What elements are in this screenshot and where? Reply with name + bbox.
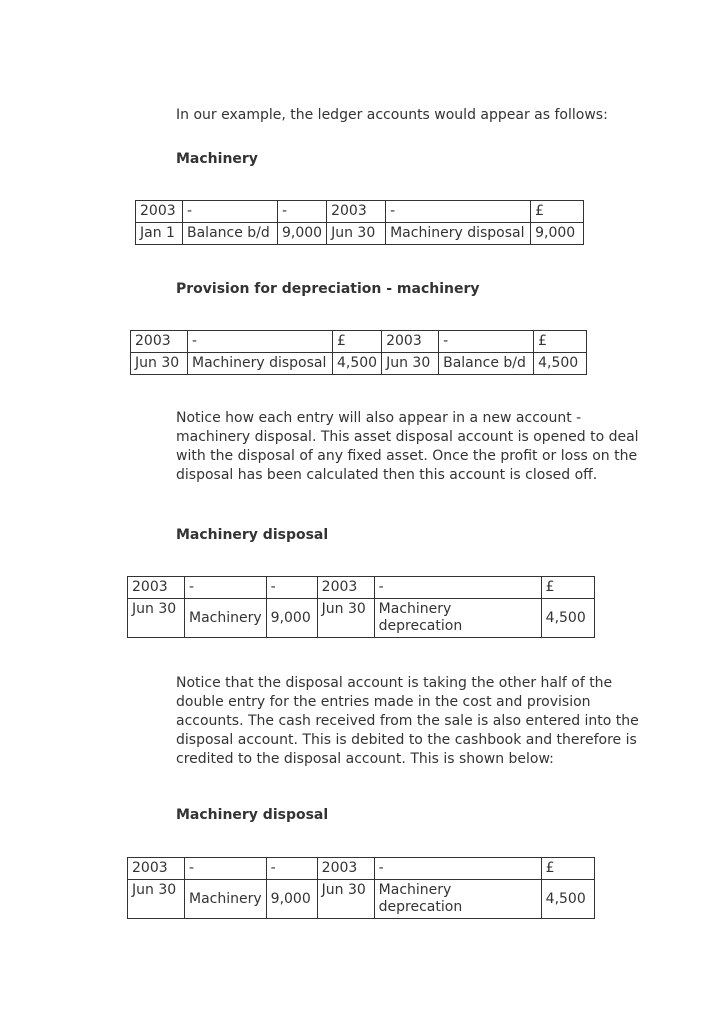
table-cell: 2003 xyxy=(317,858,374,880)
intro-text: In our example, the ledger accounts would appear as follows: xyxy=(176,107,608,123)
disposal-heading: Machinery disposal xyxy=(176,527,329,543)
table-cell: £ xyxy=(534,331,587,353)
table-row xyxy=(128,880,595,919)
table-cell: 2003 xyxy=(131,331,188,353)
table-cell: - xyxy=(374,577,541,599)
note-text-2: Notice that the disposal account is taking the other half of the double entry for the entries made in the cost and provision accounts. The cash received from the sale is also entered into the disposal account. This is debited to the cashbook and therefore is credited to the disposal account. This is shown below: xyxy=(176,675,639,767)
disposal-heading-2: Machinery disposal xyxy=(176,807,329,823)
table-cell: 4,500 xyxy=(541,880,594,919)
table-cell: Machinery disposal xyxy=(386,223,531,245)
table-cell: - xyxy=(188,331,333,353)
table-cell: Machinery xyxy=(185,880,267,919)
note-text-1: Notice how each entry will also appear in a new account - machinery disposal. This asset disposal account is opened to deal with the disposal of any fixed asset. Once the profit or loss on the disposal has been calculated then this account is closed off. xyxy=(176,410,639,483)
table-cell: 9,000 xyxy=(266,599,317,638)
table-cell: - xyxy=(185,858,267,880)
table-cell: 9,000 xyxy=(531,223,584,245)
table-cell: Balance b/d xyxy=(183,223,278,245)
table-cell: 2003 xyxy=(136,201,183,223)
provision-heading: Provision for depreciation - machinery xyxy=(176,281,480,297)
table-cell: - xyxy=(266,577,317,599)
disposal-ledger-table-2 xyxy=(127,857,595,919)
table-cell: - xyxy=(386,201,531,223)
table-cell: Jun 30 xyxy=(327,223,386,245)
table-row xyxy=(128,577,595,599)
table-cell: 4,500 xyxy=(333,353,382,375)
table-cell: 2003 xyxy=(317,577,374,599)
table-cell: Jan 1 xyxy=(136,223,183,245)
table-row xyxy=(128,858,595,880)
table-cell: £ xyxy=(541,858,594,880)
provision-ledger-table xyxy=(130,330,587,375)
table-cell: 2003 xyxy=(128,858,185,880)
machinery-heading: Machinery xyxy=(176,151,258,167)
table-cell: 4,500 xyxy=(541,599,594,638)
table-cell: - xyxy=(439,331,534,353)
table-cell: 9,000 xyxy=(266,880,317,919)
table-cell: Jun 30 xyxy=(317,880,374,919)
disposal-ledger-table xyxy=(127,576,595,638)
machinery-ledger-table xyxy=(135,200,584,245)
table-cell: 2003 xyxy=(382,331,439,353)
table-cell: Jun 30 xyxy=(128,880,185,919)
table-row xyxy=(131,353,587,375)
table-cell: 2003 xyxy=(327,201,386,223)
table-cell: Machinery deprecation xyxy=(374,880,541,919)
table-cell: Machinery deprecation xyxy=(374,599,541,638)
table-cell: - xyxy=(266,858,317,880)
table-row xyxy=(128,599,595,638)
table-row xyxy=(136,223,584,245)
table-cell: Machinery disposal xyxy=(188,353,333,375)
table-cell: - xyxy=(183,201,278,223)
table-row xyxy=(136,201,584,223)
table-cell: Balance b/d xyxy=(439,353,534,375)
table-cell: Machinery xyxy=(185,599,267,638)
table-cell: 4,500 xyxy=(534,353,587,375)
table-cell: 9,000 xyxy=(278,223,327,245)
table-row xyxy=(131,331,587,353)
table-cell: Jun 30 xyxy=(317,599,374,638)
table-cell: 2003 xyxy=(128,577,185,599)
table-cell: Jun 30 xyxy=(131,353,188,375)
table-cell: Jun 30 xyxy=(382,353,439,375)
table-cell: £ xyxy=(531,201,584,223)
table-cell: £ xyxy=(541,577,594,599)
table-cell: £ xyxy=(333,331,382,353)
table-cell: Jun 30 xyxy=(128,599,185,638)
table-cell: - xyxy=(185,577,267,599)
table-cell: - xyxy=(374,858,541,880)
table-cell: - xyxy=(278,201,327,223)
